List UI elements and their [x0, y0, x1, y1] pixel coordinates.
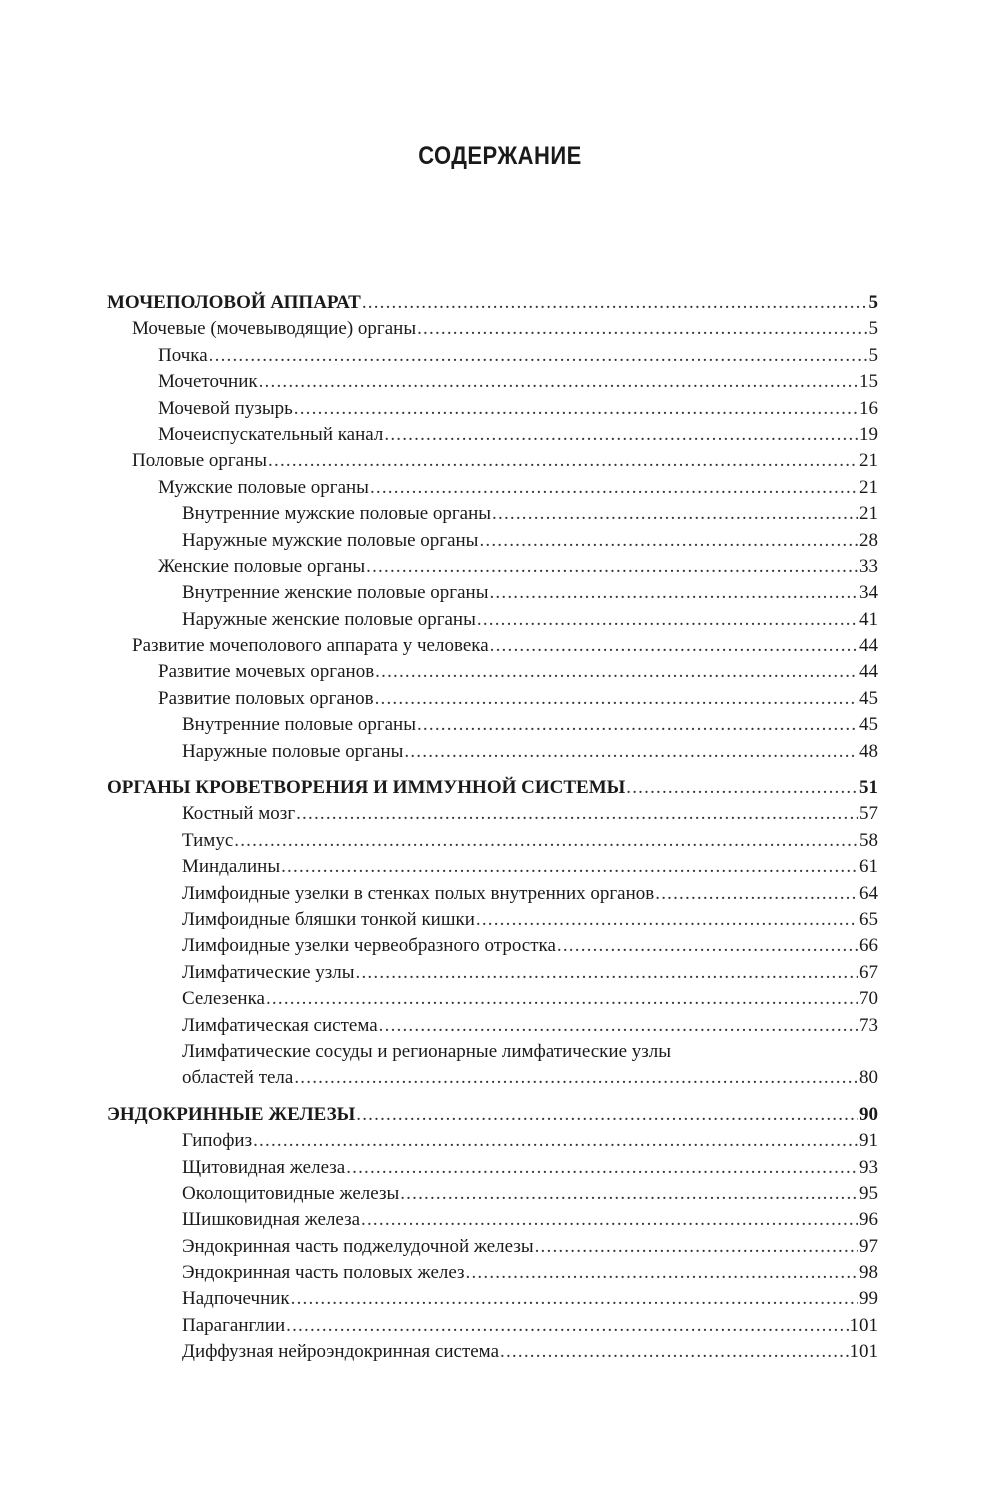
toc-entry[interactable]: [107, 1313, 878, 1339]
toc-entry[interactable]: [107, 1065, 878, 1091]
toc-entry[interactable]: [107, 801, 878, 827]
toc-section-heading[interactable]: [107, 290, 878, 316]
toc-entry-label: Развитие мочеполового аппарата у человека: [132, 635, 489, 657]
toc-page-number: 5: [868, 292, 878, 313]
toc-entry-label: Тимус: [182, 829, 234, 851]
toc-entry-label: Селезенка: [182, 988, 265, 1010]
toc-entry[interactable]: [107, 1260, 878, 1286]
toc-page-number: 66: [859, 935, 878, 957]
toc-entry[interactable]: [107, 633, 878, 659]
toc-entry-label: Внутренние мужские половые органы: [182, 503, 492, 525]
toc-entry[interactable]: [107, 554, 878, 580]
toc-page-number: 48: [859, 740, 878, 762]
toc-page-number: 15: [859, 371, 878, 393]
toc-page-number: 73: [859, 1014, 878, 1036]
toc-entry-label: Мочевой пузырь: [158, 397, 293, 419]
toc-entry-label: областей тела: [182, 1067, 294, 1089]
toc-entry-label: Внутренние половые органы: [182, 714, 416, 736]
toc-entry[interactable]: [107, 1013, 878, 1039]
toc-page-number: 61: [859, 856, 878, 878]
toc-entry[interactable]: [107, 1339, 878, 1365]
toc-entry[interactable]: [107, 986, 878, 1012]
toc-page-number: 98: [859, 1262, 878, 1284]
toc-entry-label: Мужские половые органы: [158, 476, 369, 498]
toc-page-number: 34: [859, 582, 878, 604]
toc-entry[interactable]: [107, 501, 878, 527]
toc-entry-label: Внутренние женские половые органы: [182, 582, 489, 604]
toc-entry-label-line1[interactable]: Лимфатические сосуды и регионарные лимфатические узлы: [182, 1040, 672, 1062]
toc-entry-label: Женские половые органы: [158, 555, 366, 577]
toc-entry[interactable]: [107, 316, 878, 342]
toc-entry-label: Лимфатическая система: [182, 1014, 378, 1036]
toc-entry[interactable]: [107, 1207, 878, 1233]
toc-section-heading[interactable]: [107, 775, 878, 801]
toc-entry[interactable]: [107, 580, 878, 606]
toc-entry[interactable]: [107, 369, 878, 395]
toc-entry-label: Наружные женские половые органы: [182, 608, 476, 630]
toc-page-number: 44: [859, 661, 878, 683]
toc-entry[interactable]: [107, 343, 878, 369]
toc-entry-label: Лимфоидные узелки в стенках полых внутренних органов: [182, 882, 655, 904]
toc-entry[interactable]: [107, 881, 878, 907]
toc-entry[interactable]: [107, 422, 878, 448]
toc-page-number: 16: [859, 397, 878, 419]
toc-entry[interactable]: [107, 1128, 878, 1154]
toc-entry-label: ЭНДОКРИННЫЕ ЖЕЛЕЗЫ: [107, 1103, 356, 1125]
toc-entry-label: Наружные половые органы: [182, 740, 404, 762]
toc-page-number: 91: [859, 1130, 878, 1152]
toc-entry[interactable]: [107, 960, 878, 986]
toc-entry-label: Мочеиспускательный канал: [158, 423, 384, 445]
toc-page-number: 65: [859, 908, 878, 930]
toc-entry-label: Мочеточник: [158, 371, 258, 393]
toc-page-number: 67: [859, 961, 878, 983]
toc-entry-label: Наружные мужские половые органы: [182, 529, 479, 551]
toc-entry-label: Эндокринная часть половых желез: [182, 1262, 465, 1284]
toc-entry-label: Гипофиз: [182, 1130, 253, 1152]
toc-entry-label: Костный мозг: [182, 803, 296, 825]
toc-page-number: 19: [859, 423, 878, 445]
toc-entry-label: Диффузная нейроэндокринная система: [182, 1341, 500, 1363]
toc-entry-label: Половые органы: [132, 450, 268, 472]
toc-entry-label: Лимфатические узлы: [182, 961, 355, 983]
toc-page-number: 101: [849, 1341, 878, 1363]
toc-entry-label: Эндокринная часть поджелудочной железы: [182, 1235, 534, 1257]
toc-page-number: 57: [859, 803, 878, 825]
toc-entry-label: Параганглии: [182, 1314, 286, 1336]
toc-entry-label: МОЧЕПОЛОВОЙ АППАРАТ: [107, 292, 361, 313]
toc-page-number: 21: [859, 450, 878, 472]
toc-entry[interactable]: [107, 448, 878, 474]
toc-entry-label: Надпочечник: [182, 1288, 290, 1310]
toc-page-number: 70: [859, 988, 878, 1010]
toc-page-number: 45: [859, 687, 878, 709]
toc-entry[interactable]: [107, 1181, 878, 1207]
toc-page-number: 21: [859, 476, 878, 498]
toc-entry[interactable]: [107, 607, 878, 633]
toc-entry[interactable]: [107, 712, 878, 738]
toc-page-number: 99: [859, 1288, 878, 1310]
toc-entry[interactable]: [107, 1234, 878, 1260]
toc-entry[interactable]: [107, 396, 878, 422]
toc-entry[interactable]: [107, 739, 878, 765]
toc-entry-label: Шишковидная железа: [182, 1209, 361, 1231]
toc-entry[interactable]: [107, 828, 878, 854]
toc-page-number: 5: [868, 344, 878, 366]
toc-entry[interactable]: [107, 1286, 878, 1312]
toc-entry-label: Лимфоидные узелки червеобразного отростка: [182, 935, 556, 957]
toc-page-number: 97: [859, 1235, 878, 1257]
toc-page-number: 80: [859, 1067, 878, 1089]
toc-section-heading[interactable]: [107, 1102, 878, 1128]
toc-page-number: 95: [859, 1182, 878, 1204]
toc-page-number: 44: [859, 635, 878, 657]
toc-page-number: 21: [859, 503, 878, 525]
toc-entry-label: Почка: [158, 344, 208, 366]
toc-page-number: 33: [859, 555, 878, 577]
toc-page-number: 45: [859, 714, 878, 736]
toc-page-number: 28: [859, 529, 878, 551]
toc-entry[interactable]: [107, 933, 878, 959]
toc-page-number: 41: [859, 608, 878, 630]
toc-entry-label: Развитие мочевых органов: [158, 661, 375, 683]
toc-page-number: 5: [868, 318, 878, 340]
toc-entry-label: Мочевые (мочевыводящие) органы: [132, 318, 417, 340]
toc-entry[interactable]: [107, 854, 878, 880]
toc-entry-label: Миндалины: [182, 856, 281, 878]
toc-page-number: 101: [849, 1314, 878, 1336]
toc-page-number: 51: [859, 777, 878, 799]
toc-entry-label: Щитовидная железа: [182, 1156, 346, 1178]
toc-entry-label: Развитие половых органов: [158, 687, 374, 709]
page-title: СОДЕРЖАНИЕ: [418, 142, 582, 170]
table-of-contents: [107, 290, 878, 1366]
toc-page-number: 93: [859, 1156, 878, 1178]
toc-page-number: 90: [859, 1103, 878, 1125]
toc-entry[interactable]: [107, 907, 878, 933]
toc-page-number: 96: [859, 1209, 878, 1231]
toc-entry[interactable]: [107, 686, 878, 712]
toc-entry[interactable]: [107, 528, 878, 554]
toc-entry[interactable]: [107, 659, 878, 685]
toc-entry[interactable]: [107, 475, 878, 501]
toc-entry[interactable]: [107, 1155, 878, 1181]
toc-entry-label: Околощитовидные железы: [182, 1182, 400, 1204]
toc-page-number: 64: [859, 882, 878, 904]
toc-entry-label: ОРГАНЫ КРОВЕТВОРЕНИЯ И ИММУННОЙ СИСТЕМЫ: [107, 777, 626, 799]
toc-entry-label: Лимфоидные бляшки тонкой кишки: [182, 908, 475, 930]
toc-page-number: 58: [859, 829, 878, 851]
